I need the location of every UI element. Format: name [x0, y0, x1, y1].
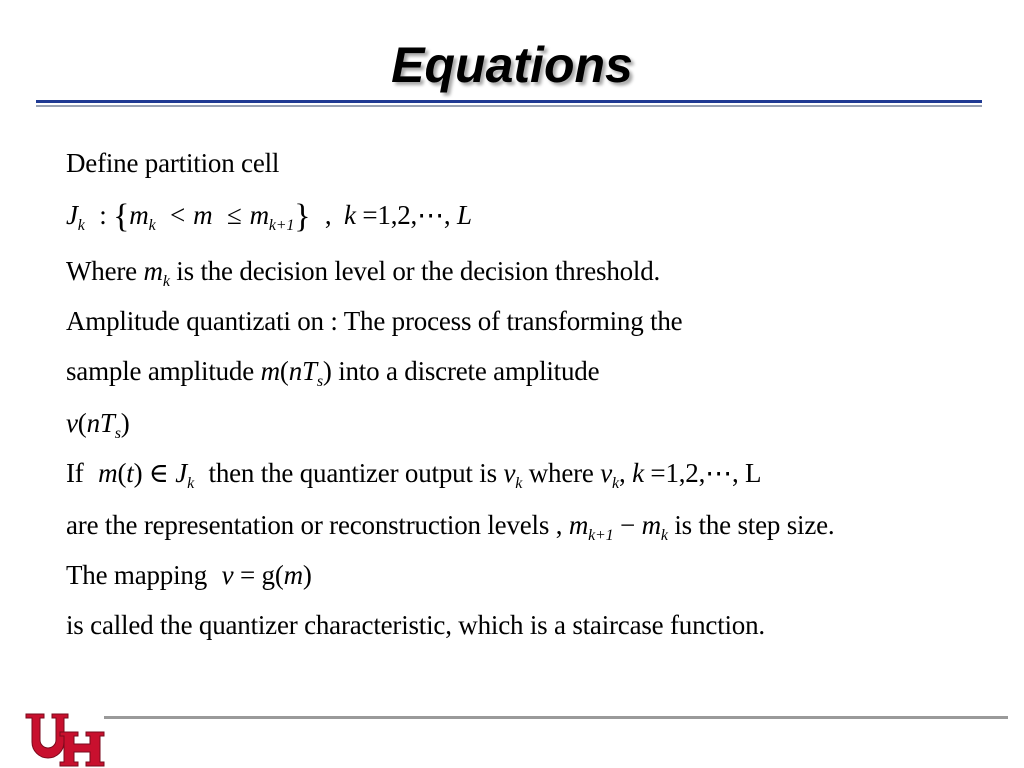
- title-divider: [36, 100, 982, 110]
- text-line-4: Amplitude quantizati on : The process of transforming the: [66, 306, 683, 336]
- text-line-7: If m(t) ∈ $J_k$ then the quantizer output is $v_k$ where $v_k$, k =1,2,⋯, L: [66, 458, 762, 492]
- text-line-9: The mapping ν = g(m): [66, 560, 312, 590]
- footer-divider: [104, 716, 1008, 719]
- text-line-10: is called the quantizer characteristic, which is a staircase function.: [66, 610, 765, 640]
- text-line-5: sample amplitude $m(nT_s)$ into a discrete amplitude: [66, 356, 600, 390]
- slide-title: Equations: [391, 37, 633, 93]
- text-line-1: Define partition cell: [66, 148, 280, 178]
- equation-partition-cell: $J_k$ : $\{m_k < m \le m_{k+1}\}$ , k =1,2,⋯, L: [66, 198, 472, 235]
- text-line-8: are the representation or reconstruction levels , $m_{k+1} - m_k$ is the step size.: [66, 510, 835, 544]
- uh-logo: [24, 712, 106, 768]
- text-line-6: $\nu(nT_s)$: [66, 408, 130, 442]
- text-line-3: Where $m_k$ is the decision level or the decision threshold.: [66, 256, 661, 290]
